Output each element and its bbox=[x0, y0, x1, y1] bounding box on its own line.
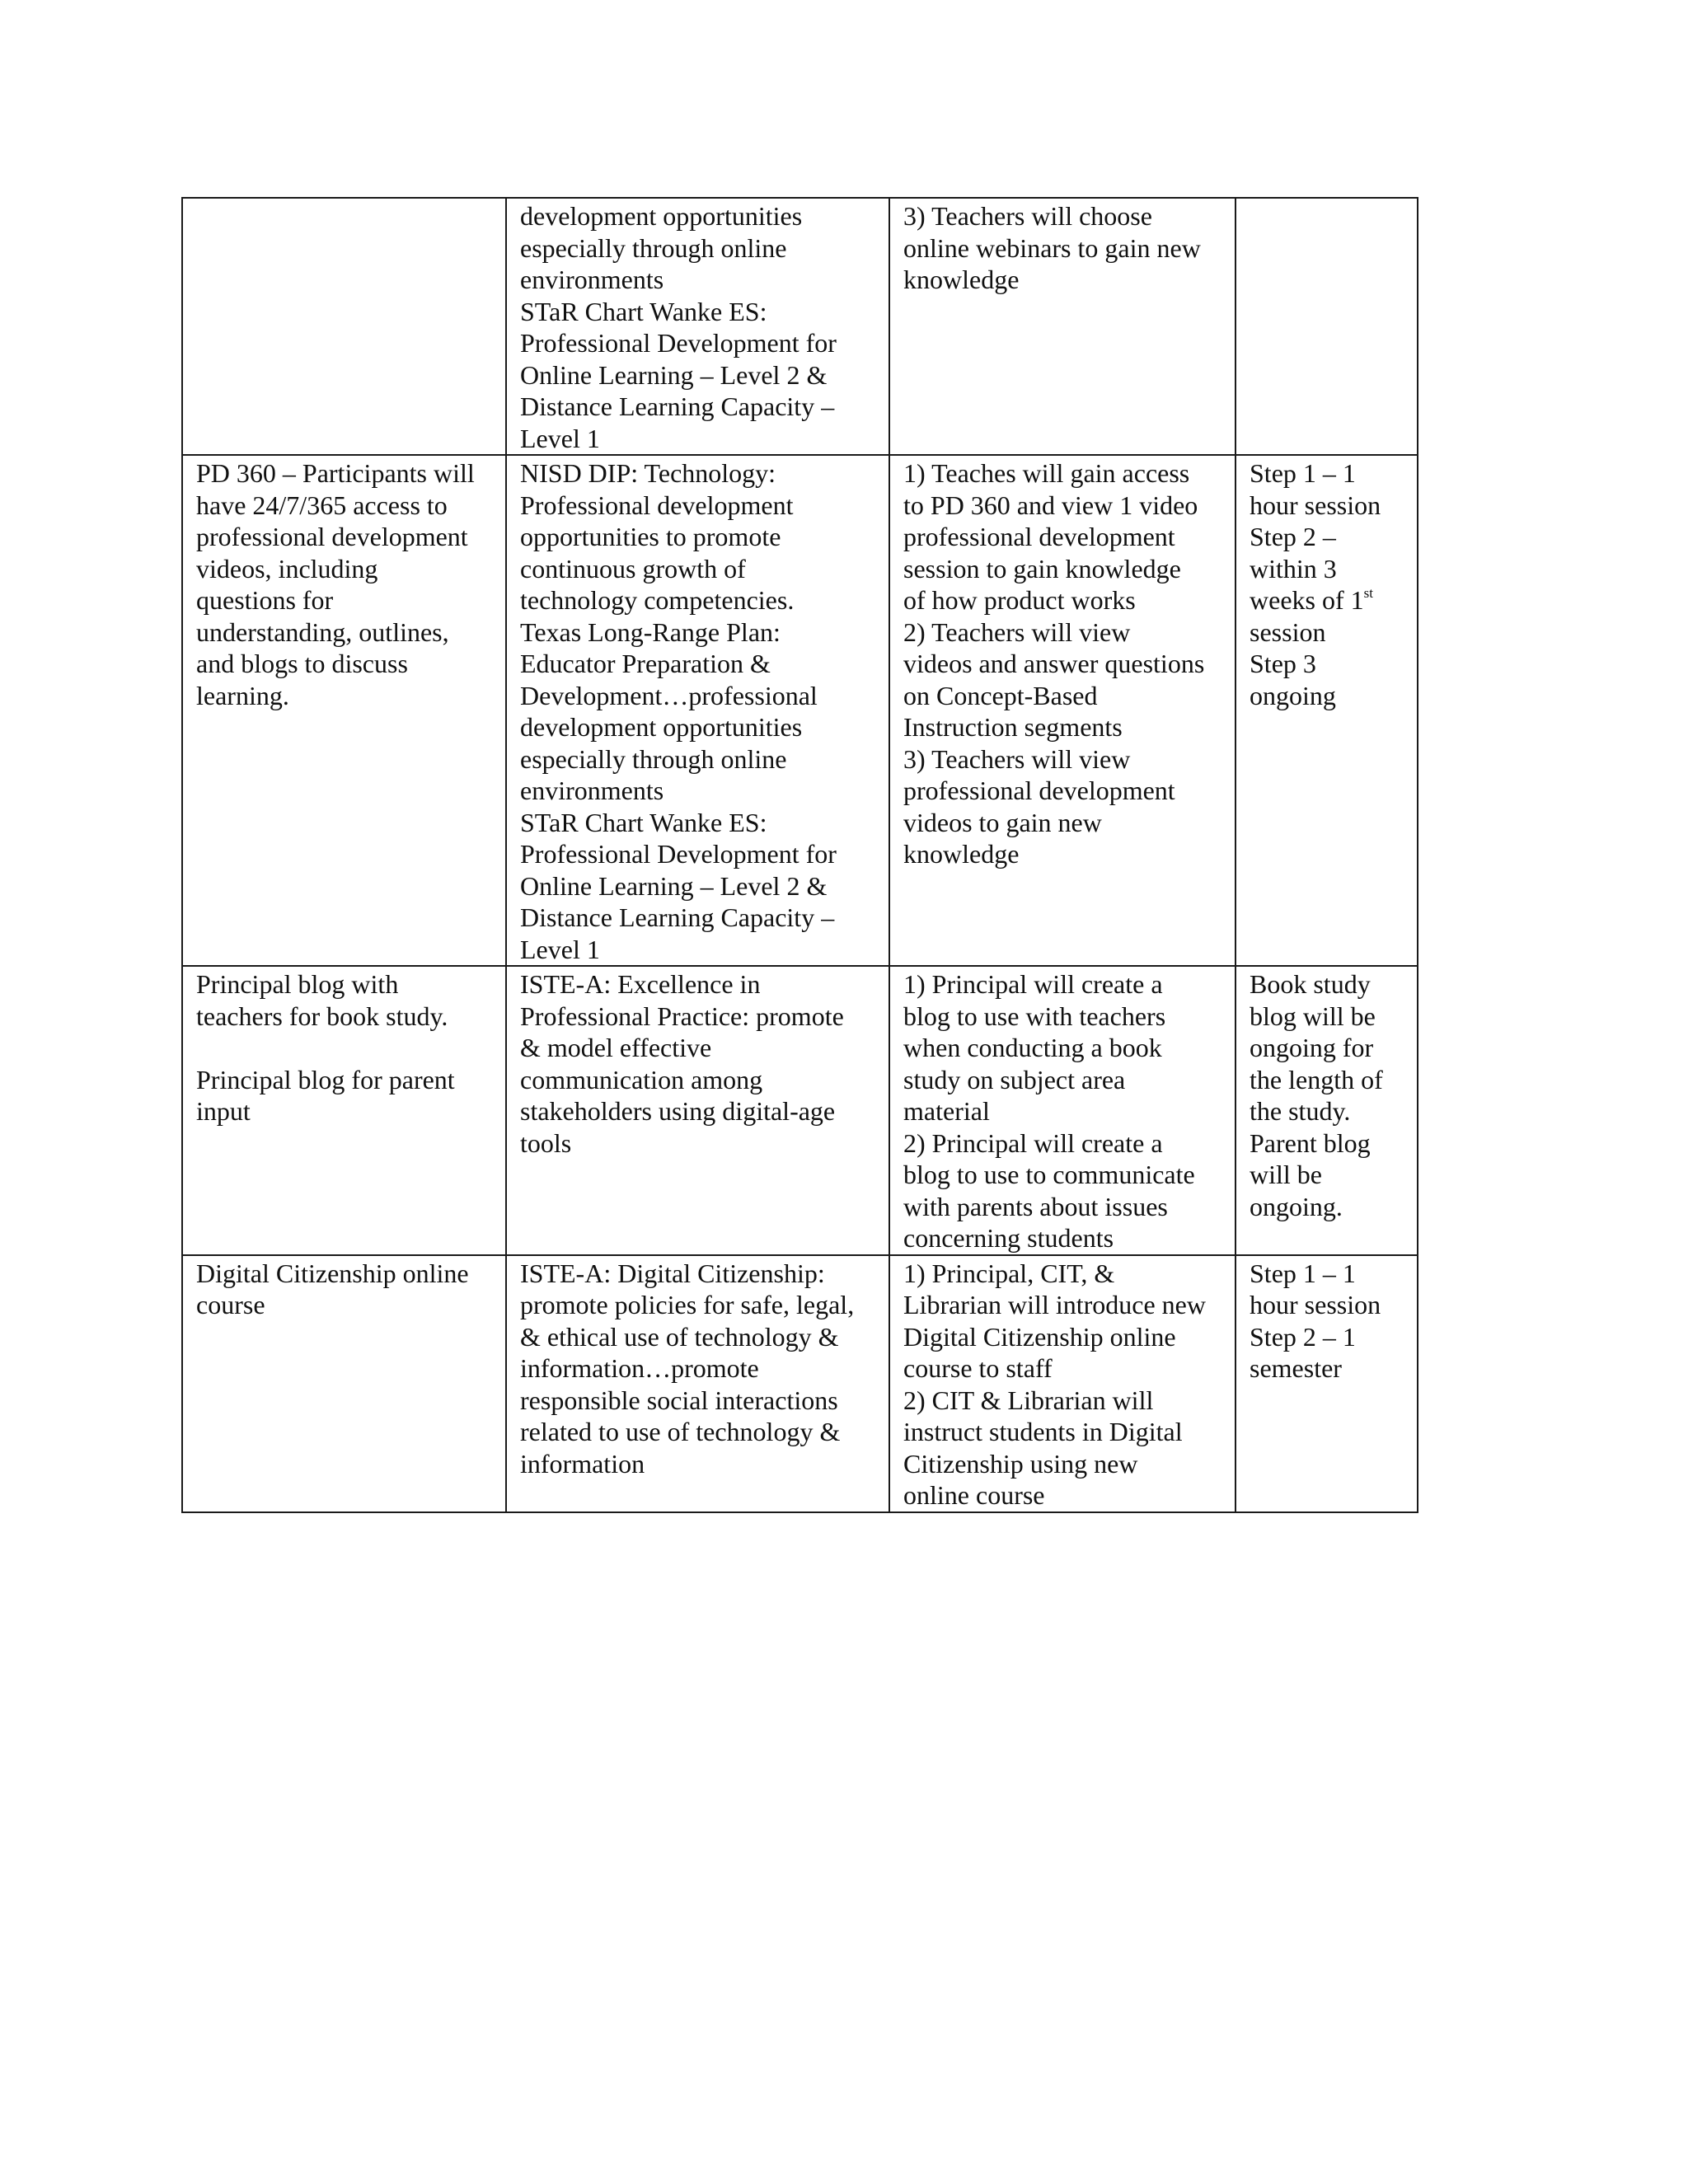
table-cell bbox=[182, 198, 506, 455]
cell-text-line: will be bbox=[1250, 1160, 1322, 1189]
cell-text-line: PD 360 – Participants will bbox=[196, 458, 475, 488]
cell-text-line: semester bbox=[1250, 1353, 1342, 1383]
cell-text-line: input bbox=[196, 1096, 251, 1126]
cell-text-line: NISD DIP: Technology: bbox=[520, 458, 776, 488]
cell-text-line: teachers for book study. bbox=[196, 1001, 448, 1031]
cell-text-line: blog will be bbox=[1250, 1001, 1376, 1031]
cell-text-line: ongoing for bbox=[1250, 1033, 1374, 1062]
cell-text-line: online webinars to gain new bbox=[903, 232, 1201, 263]
cell-text-line: questions for bbox=[196, 585, 334, 615]
cell-text-line: opportunities to promote bbox=[520, 522, 781, 551]
cell-text-line: especially through online bbox=[520, 232, 787, 263]
cell-text-line: responsible social interactions bbox=[520, 1385, 838, 1415]
cell-text-line: with parents about issues bbox=[903, 1191, 1168, 1221]
cell-text-line: professional development bbox=[196, 522, 468, 551]
table-row bbox=[182, 1255, 1418, 1512]
cell-text-line: session bbox=[1250, 616, 1326, 647]
cell-text-line: Online Learning – Level 2 & bbox=[520, 359, 828, 390]
cell-text-line: understanding, outlines, bbox=[196, 616, 449, 647]
cell-text-line: continuous growth of bbox=[520, 553, 746, 583]
cell-text-line: communication among bbox=[520, 1064, 763, 1094]
table-cell bbox=[1236, 966, 1418, 1255]
cell-text-line: professional development bbox=[903, 776, 1175, 805]
table-cell bbox=[182, 966, 506, 1255]
cell-text-line: & model effective bbox=[520, 1033, 712, 1062]
cell-text-line: related to use of technology & bbox=[520, 1417, 841, 1446]
cell-text-line: Distance Learning Capacity – bbox=[520, 391, 835, 421]
cell-text-line: Development…professional bbox=[520, 680, 818, 710]
cell-text-line: especially through online bbox=[520, 743, 787, 774]
table-cell bbox=[182, 455, 506, 966]
plan-table bbox=[181, 197, 1418, 1513]
cell-text-line: knowledge bbox=[903, 265, 1020, 294]
cell-text-line: when conducting a book bbox=[903, 1033, 1162, 1062]
table-cell bbox=[1236, 1255, 1418, 1512]
table-cell bbox=[1236, 198, 1418, 455]
cell-text-line: Step 3 bbox=[1250, 649, 1316, 678]
cell-text-line: development opportunities bbox=[520, 712, 803, 742]
cell-text-line: 1) Principal, CIT, & bbox=[903, 1258, 1115, 1288]
cell-text-line: Texas Long-Range Plan: bbox=[520, 616, 781, 647]
cell-text-line: 3) Teachers will choose bbox=[903, 201, 1152, 231]
cell-text-line: Librarian will introduce new bbox=[903, 1290, 1206, 1319]
cell-text-line: Step 1 – 1 bbox=[1250, 458, 1356, 488]
cell-text-line: online course bbox=[903, 1480, 1045, 1510]
cell-text-line: Professional Practice: promote bbox=[520, 1001, 844, 1031]
cell-text-line: development opportunities bbox=[520, 201, 803, 231]
cell-text-line bbox=[196, 1032, 492, 1064]
cell-text-line: videos and answer questions bbox=[903, 649, 1205, 678]
cell-text-line: within 3 bbox=[1250, 553, 1337, 583]
cell-text-line: 1) Teaches will gain access bbox=[903, 458, 1190, 488]
cell-text-line: have 24/7/365 access to bbox=[196, 490, 448, 520]
cell-text-line: Step 2 – bbox=[1250, 522, 1336, 551]
cell-text-line: concerning students bbox=[903, 1223, 1114, 1253]
cell-text-line: Digital Citizenship online bbox=[903, 1321, 1176, 1352]
table-cell bbox=[889, 198, 1236, 455]
cell-text-line: Level 1 bbox=[520, 423, 600, 453]
cell-text-line: stakeholders using digital-age bbox=[520, 1096, 836, 1126]
cell-text-line: course to staff bbox=[903, 1353, 1053, 1383]
cell-text-line: of how product works bbox=[903, 585, 1136, 615]
cell-text-line: instruct students in Digital bbox=[903, 1417, 1183, 1446]
cell-text-line: blog to use to communicate bbox=[903, 1160, 1195, 1189]
ordinal-superscript: st bbox=[1363, 585, 1373, 602]
cell-text-line: to PD 360 and view 1 video bbox=[903, 490, 1198, 520]
cell-text-line: the length of bbox=[1250, 1064, 1383, 1094]
cell-text-line: study on subject area bbox=[903, 1064, 1126, 1094]
cell-text-line: Parent blog bbox=[1250, 1127, 1371, 1158]
cell-text-line: STaR Chart Wanke ES: bbox=[520, 296, 767, 326]
table-cell bbox=[506, 455, 889, 966]
cell-text-line: promote policies for safe, legal, bbox=[520, 1290, 855, 1319]
cell-text-line: 2) Teachers will view bbox=[903, 616, 1131, 647]
cell-text-line: environments bbox=[520, 265, 664, 294]
cell-text-line: information bbox=[520, 1448, 645, 1479]
cell-text-line: environments bbox=[520, 776, 664, 805]
cell-text-line: blog to use with teachers bbox=[903, 1001, 1166, 1031]
cell-text-line: ongoing bbox=[1250, 680, 1336, 710]
table-cell bbox=[1236, 455, 1418, 966]
cell-text-line: & ethical use of technology & bbox=[520, 1321, 839, 1352]
cell-text-line: information…promote bbox=[520, 1353, 759, 1383]
cell-text-line: Book study bbox=[1250, 969, 1371, 999]
cell-text-line: Citizenship using new bbox=[903, 1448, 1138, 1479]
cell-text-line: 2) Principal will create a bbox=[903, 1127, 1163, 1158]
cell-text-line: on Concept-Based bbox=[903, 680, 1098, 710]
cell-text-line: Professional Development for bbox=[520, 839, 837, 869]
cell-text-line: STaR Chart Wanke ES: bbox=[520, 807, 767, 837]
cell-text-line: Digital Citizenship online bbox=[196, 1258, 469, 1288]
table-row bbox=[182, 966, 1418, 1255]
cell-text-line: and blogs to discuss bbox=[196, 649, 408, 678]
table-cell bbox=[182, 1255, 506, 1512]
cell-text-line: learning. bbox=[196, 680, 289, 710]
cell-text-line: Step 2 – 1 bbox=[1250, 1321, 1356, 1352]
cell-text-line: Instruction segments bbox=[903, 712, 1123, 742]
cell-text-line: Distance Learning Capacity – bbox=[520, 902, 835, 932]
table-cell bbox=[506, 1255, 889, 1512]
cell-text-line: technology competencies. bbox=[520, 585, 795, 615]
cell-text-line: Principal blog with bbox=[196, 969, 399, 999]
table-row bbox=[182, 455, 1418, 966]
cell-text-line: videos to gain new bbox=[903, 807, 1102, 837]
cell-text-line: 2) CIT & Librarian will bbox=[903, 1385, 1154, 1415]
cell-text-line: hour session bbox=[1250, 1290, 1381, 1319]
cell-text-line: ongoing. bbox=[1250, 1191, 1343, 1221]
cell-text-line: videos, including bbox=[196, 553, 378, 583]
cell-text-line: Step 1 – 1 bbox=[1250, 1258, 1356, 1288]
table-cell bbox=[506, 198, 889, 455]
cell-text-line: ISTE-A: Excellence in bbox=[520, 969, 761, 999]
cell-text-line: Professional development bbox=[520, 490, 794, 520]
cell-text-line: 1) Principal will create a bbox=[903, 969, 1163, 999]
cell-text-line: Professional Development for bbox=[520, 328, 837, 358]
cell-text-line: 3) Teachers will view bbox=[903, 743, 1131, 774]
table-row bbox=[182, 198, 1418, 455]
cell-text-line: Educator Preparation & bbox=[520, 649, 771, 678]
cell-text-line: Online Learning – Level 2 & bbox=[520, 870, 828, 901]
cell-text-line: hour session bbox=[1250, 490, 1381, 520]
table-cell bbox=[889, 966, 1236, 1255]
cell-text-line: the study. bbox=[1250, 1096, 1351, 1126]
table-cell bbox=[889, 455, 1236, 966]
cell-text-line: professional development bbox=[903, 522, 1175, 551]
cell-text-line: session to gain knowledge bbox=[903, 553, 1181, 583]
cell-text-line: Level 1 bbox=[520, 934, 600, 964]
cell-text-line: knowledge bbox=[903, 839, 1020, 869]
table-cell bbox=[889, 1255, 1236, 1512]
table-cell bbox=[506, 966, 889, 1255]
cell-text-line: Principal blog for parent bbox=[196, 1064, 455, 1094]
cell-text-line: ISTE-A: Digital Citizenship: bbox=[520, 1258, 825, 1288]
cell-text-line: material bbox=[903, 1096, 990, 1126]
cell-text-line: tools bbox=[520, 1127, 572, 1158]
cell-text-line: course bbox=[196, 1290, 265, 1319]
cell-text-line: weeks of 1st bbox=[1250, 585, 1373, 615]
